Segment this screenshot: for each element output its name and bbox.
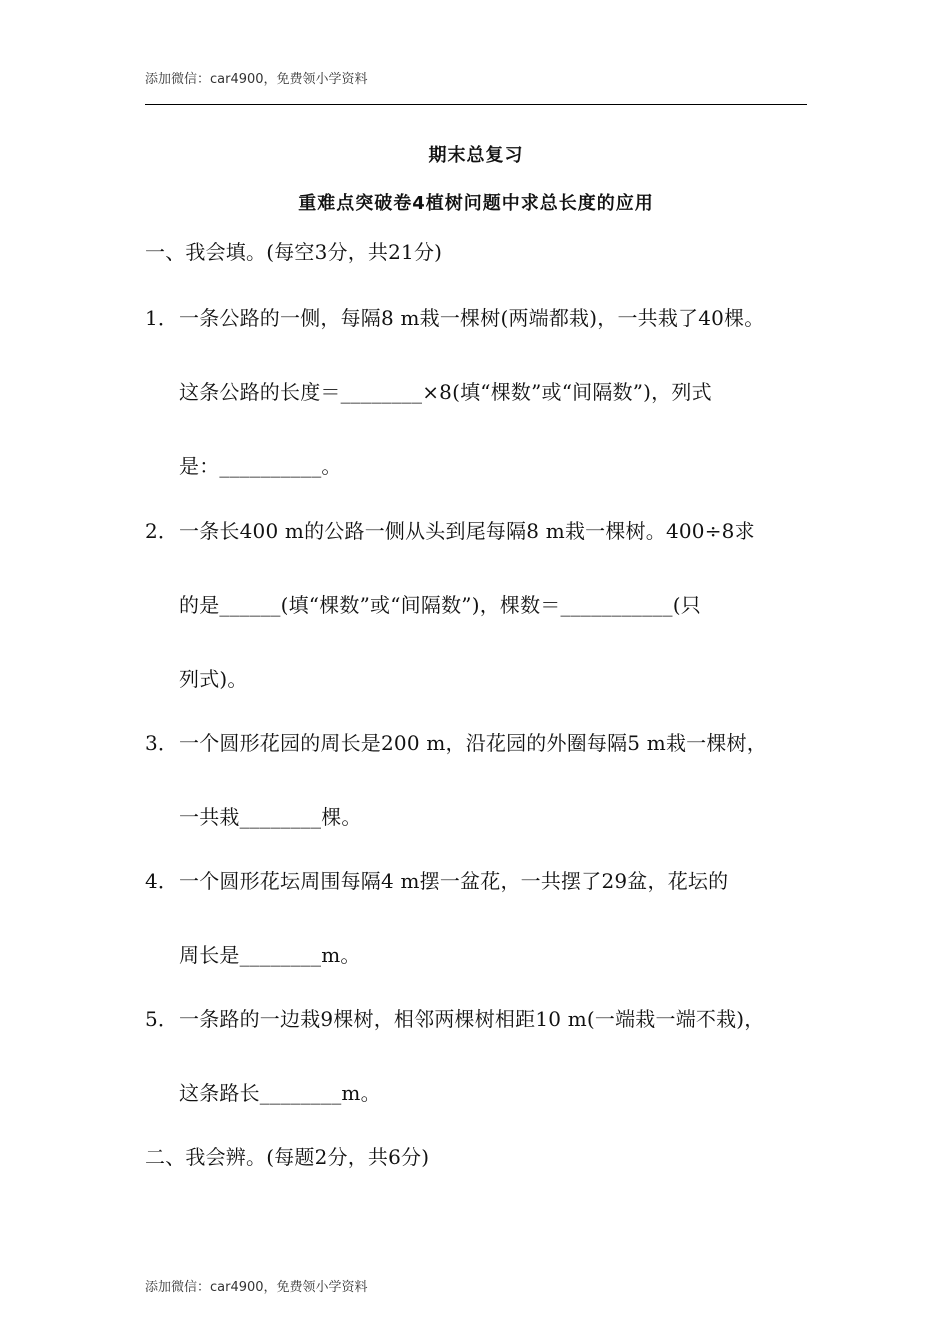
question-4-line-2: 周长是________m。 (179, 943, 361, 967)
section-heading-fill: 一、我会填。(每空3分，共21分) (145, 240, 443, 264)
question-3 (145, 727, 767, 756)
question-number: 4． (145, 869, 179, 893)
page-title: 期末总复习 (428, 145, 524, 166)
header-divider (145, 104, 807, 105)
question-2-line-3: 列式)。 (179, 667, 248, 691)
question-text: 一条长400 m的公路一侧从头到尾每隔8 m栽一棵树。400÷8求 (179, 519, 755, 543)
question-4 (145, 865, 728, 894)
question-2 (145, 515, 755, 544)
page-footer: 添加微信：car4900，免费领小学资料 (145, 1280, 368, 1295)
question-3-line-2: 一共栽________棵。 (179, 805, 362, 829)
question-1-line-2: 这条公路的长度＝________×8(填“棵数”或“间隔数”)，列式 (179, 380, 712, 404)
question-5-line-2: 这条路长________m。 (179, 1081, 381, 1105)
question-number: 3． (145, 731, 179, 755)
section-heading-judge: 二、我会辨。(每题2分，共6分) (145, 1145, 430, 1169)
question-5 (145, 1003, 765, 1032)
question-1-line-3: 是：__________。 (179, 454, 342, 478)
question-text: 一条公路的一侧，每隔8 m栽一棵树(两端都栽)，一共栽了40棵。 (179, 306, 765, 330)
page-header: 添加微信：car4900，免费领小学资料 (145, 72, 368, 87)
page-subtitle: 重难点突破卷4植树问题中求总长度的应用 (298, 193, 654, 214)
question-2-line-2: 的是______(填“棵数”或“间隔数”)，棵数＝___________(只 (179, 593, 701, 617)
question-text: 一条路的一边栽9棵树，相邻两棵树相距10 m(一端栽一端不栽)， (179, 1007, 765, 1031)
question-number: 5． (145, 1007, 179, 1031)
question-text: 一个圆形花坛周围每隔4 m摆一盆花，一共摆了29盆，花坛的 (179, 869, 729, 893)
question-1 (145, 302, 765, 331)
question-text: 一个圆形花园的周长是200 m，沿花园的外圈每隔5 m栽一棵树， (179, 731, 767, 755)
question-number: 2． (145, 519, 179, 543)
question-number: 1． (145, 306, 179, 330)
